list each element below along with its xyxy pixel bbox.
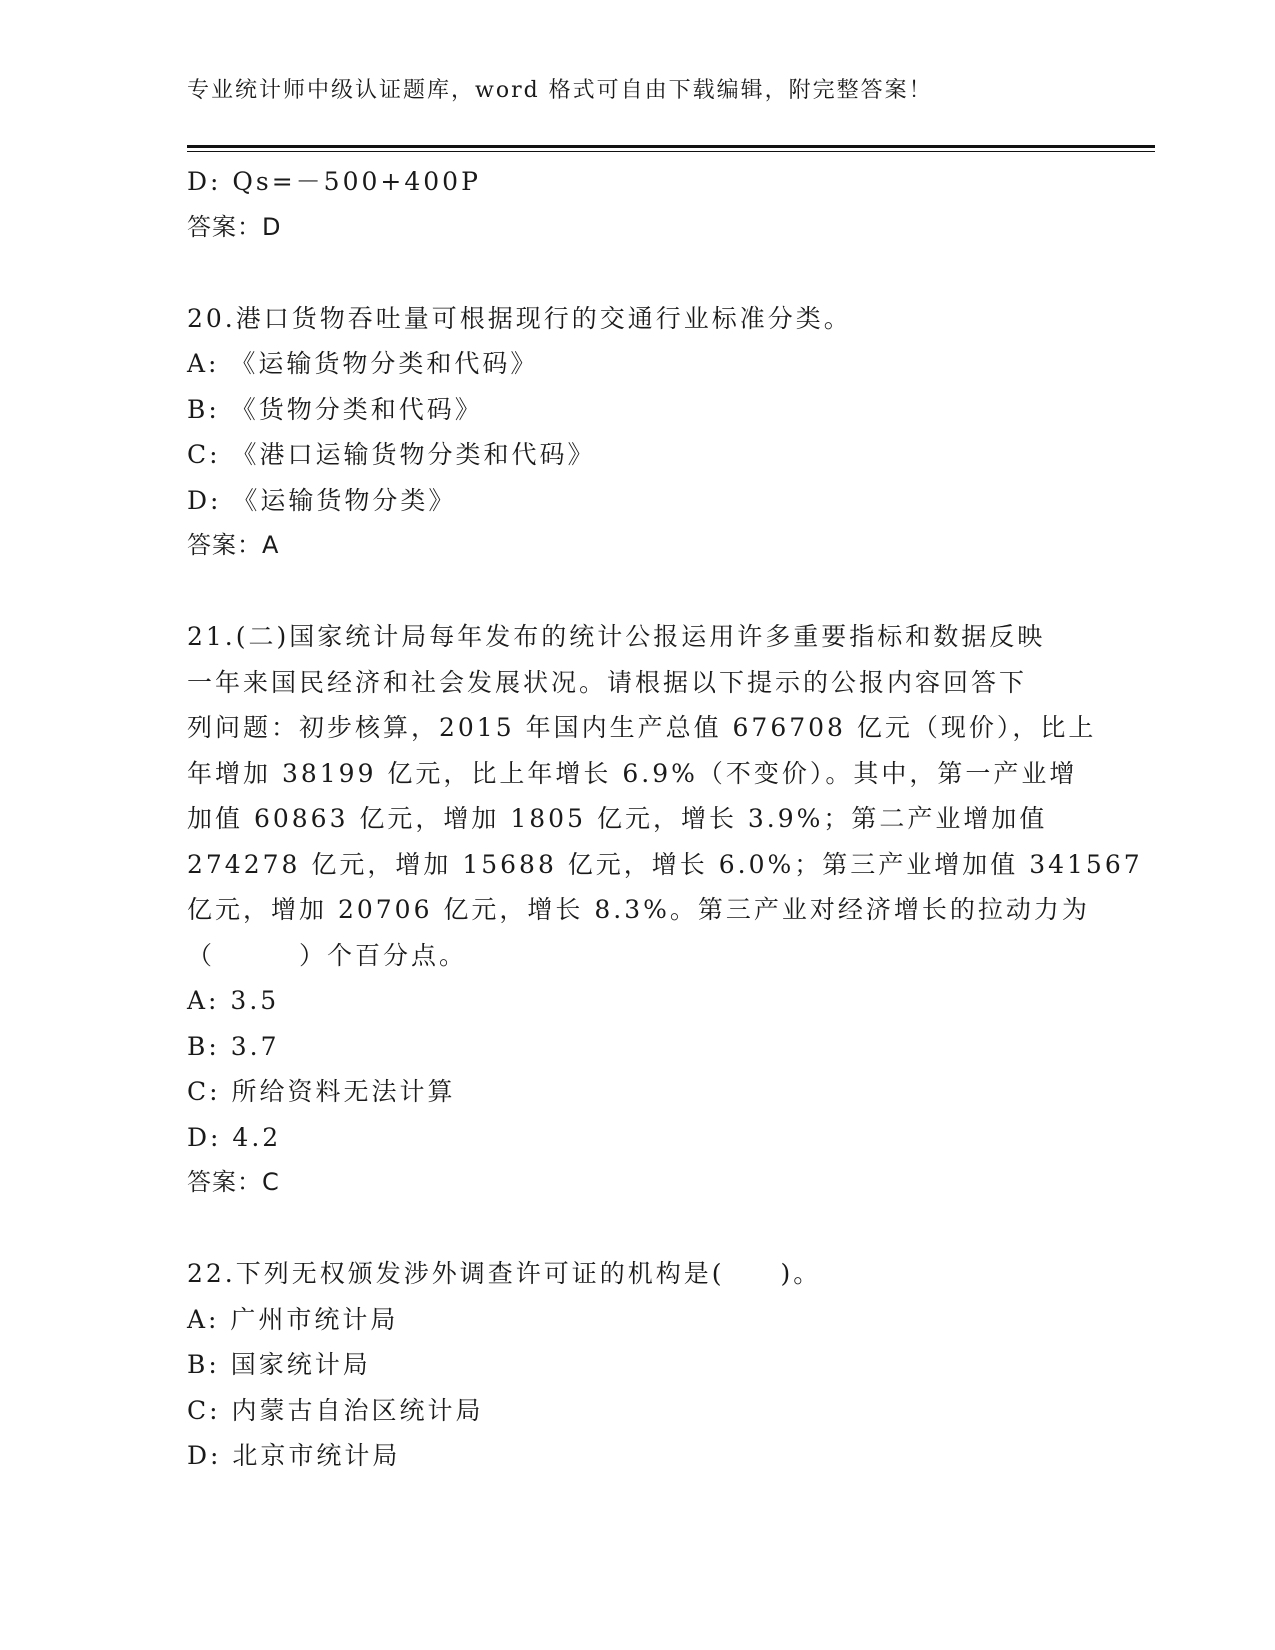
q21-stem-line: 年增加 38199 亿元，比上年增长 6.9%（不变价）。其中，第一产业增 (187, 758, 1078, 788)
q22-stem: 22.下列无权颁发涉外调查许可证的机构是( )。 (187, 1259, 822, 1288)
q21-stem-line: 一年来国民经济和社会发展状况。请根据以下提示的公报内容回答下 (187, 667, 1028, 697)
spacer (187, 1206, 1087, 1252)
q19-option-d: D: Qs=－500+400P (187, 167, 481, 196)
spacer (187, 569, 1087, 615)
question-content (187, 159, 1143, 1479)
q20-option-b: B: 《货物分类和代码》 (187, 394, 483, 424)
q20-option-a: A: 《运输货物分类和代码》 (187, 349, 539, 378)
q21-stem-line: 274278 亿元，增加 15688 亿元，增长 6.0%；第三产业增加值 341567 (187, 849, 1143, 879)
header-divider-thin (187, 151, 1155, 152)
q21-option-b: B: 3.7 (187, 1031, 280, 1061)
q21-option-a: A: 3.5 (187, 986, 280, 1015)
header-divider-thick (187, 145, 1155, 148)
q22-option-c: C: 内蒙古自治区统计局 (187, 1395, 484, 1425)
q21-stem (187, 614, 1143, 978)
spacer (187, 250, 1087, 296)
q20-option-d: D: 《运输货物分类》 (187, 485, 457, 515)
q22-option-d: D: 北京市统计局 (187, 1441, 401, 1470)
q20-option-c: C: 《港口运输货物分类和代码》 (187, 440, 596, 469)
q20-answer: 答案：A (187, 531, 280, 559)
q21-option-c: C: 所给资料无法计算 (187, 1077, 456, 1106)
q21-option-d: D: 4.2 (187, 1122, 282, 1152)
q22-option-b: B: 国家统计局 (187, 1350, 371, 1379)
q21-answer: 答案：C (187, 1168, 280, 1196)
page-header: 专业统计师中级认证题库，word 格式可自由下载编辑，附完整答案！ (187, 78, 933, 103)
q21-stem-line: 21.(二)国家统计局每年发布的统计公报运用许多重要指标和数据反映 (187, 622, 1046, 651)
q22-option-a: A: 广州市统计局 (187, 1304, 399, 1334)
q21-stem-line: （ ）个百分点。 (187, 940, 468, 970)
q21-stem-line: 加值 60863 亿元，增加 1805 亿元，增长 3.9%；第二产业增加值 (187, 804, 1048, 833)
q20-stem: 20.港口货物吞吐量可根据现行的交通行业标准分类。 (187, 303, 852, 333)
q21-stem-line: 亿元，增加 20706 亿元，增长 8.3%。第三产业对经济增长的拉动力为 (187, 895, 1090, 924)
q21-stem-line: 列问题：初步核算，2015 年国内生产总值 676708 亿元（现价），比上 (187, 713, 1097, 742)
q19-answer: 答案：D (187, 212, 282, 241)
